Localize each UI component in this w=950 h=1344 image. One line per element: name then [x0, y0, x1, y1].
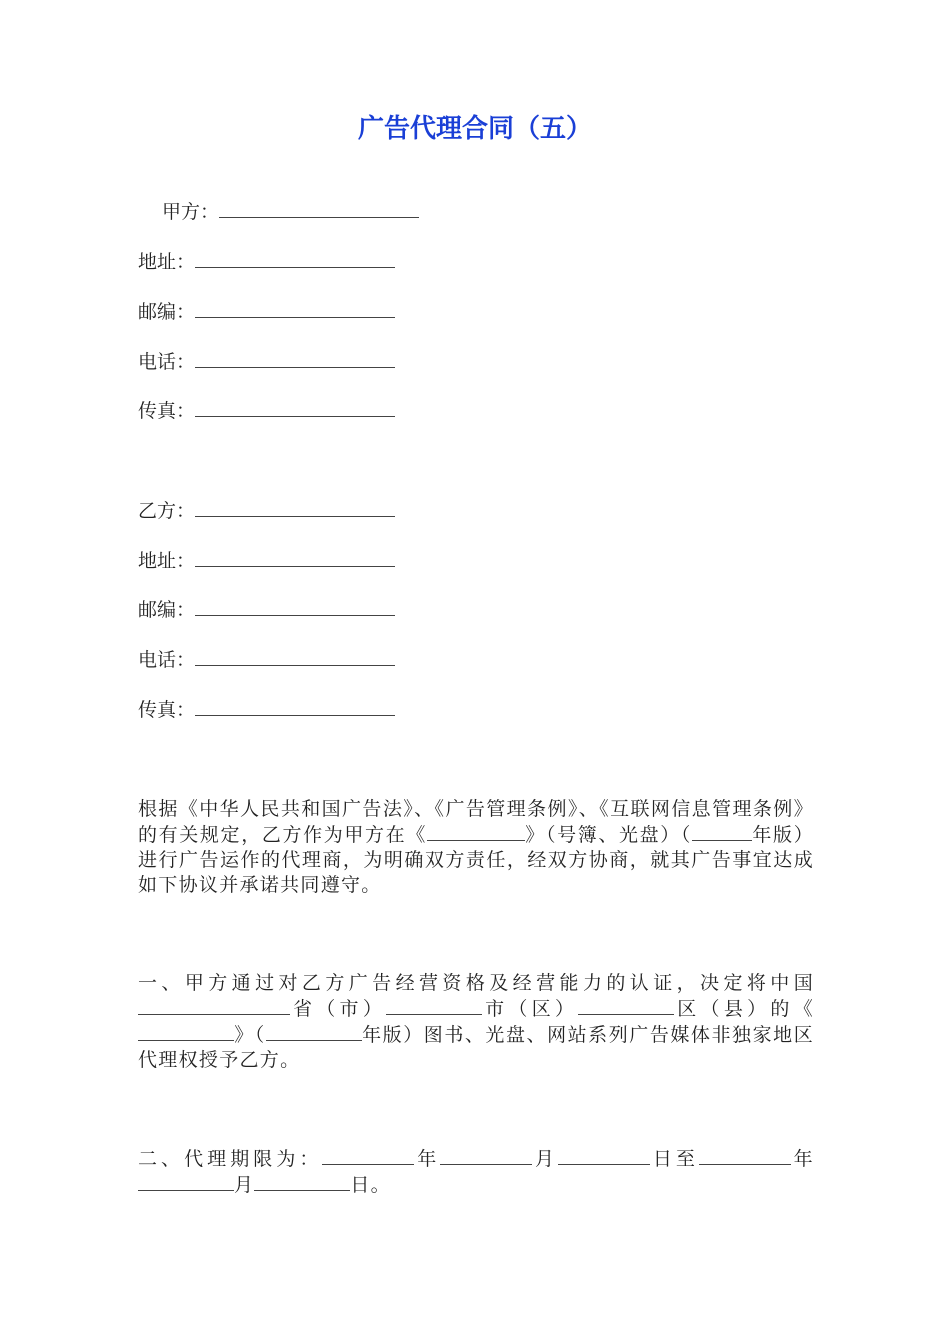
party-b-postcode-label: 邮编：	[138, 599, 196, 621]
clause-2-end-year-blank[interactable]	[699, 1146, 791, 1165]
intro-book-blank[interactable]	[427, 822, 525, 841]
party-b-fax-blank[interactable]	[195, 697, 395, 716]
party-a-address-label: 地址：	[138, 251, 196, 273]
party-a-address-blank[interactable]	[195, 249, 395, 268]
party-b-address-label: 地址：	[138, 550, 196, 572]
clause-2-text-5: 年	[790, 1148, 814, 1170]
document-title: 广告代理合同（五）	[357, 114, 592, 144]
party-b-phone-label: 电话：	[138, 649, 196, 671]
clause-1-text-4: 区（县）的《	[674, 998, 814, 1020]
clause-1-text-3: 市（区）	[482, 998, 579, 1020]
clause-2-text-4: 日至	[650, 1148, 699, 1170]
clause-1-text-5: 》（	[234, 1024, 266, 1046]
clause-2-text-1: 二、代理期限为：	[138, 1148, 323, 1170]
intro-text-2: 》（号簿、光盘）（	[524, 824, 693, 846]
party-b-address-blank[interactable]	[195, 548, 395, 567]
party-b-postcode-blank[interactable]	[195, 597, 395, 616]
party-b-name-field	[138, 498, 395, 524]
clause-1-city-blank[interactable]	[386, 996, 482, 1015]
party-b-phone-blank[interactable]	[195, 647, 395, 666]
clause-1-book-blank[interactable]	[138, 1022, 234, 1041]
party-b-postcode-field	[138, 597, 395, 623]
intro-paragraph	[138, 797, 814, 898]
party-a-postcode-label: 邮编：	[138, 301, 196, 323]
clause-2-end-day-blank[interactable]	[254, 1172, 350, 1191]
clause-2-end-month-blank[interactable]	[138, 1172, 234, 1191]
party-a-address-field	[138, 249, 395, 275]
party-a-name-label: 甲方：	[162, 201, 220, 223]
clause-2-start-year-blank[interactable]	[322, 1146, 414, 1165]
party-b-phone-field	[138, 647, 395, 673]
clause-2-start-day-blank[interactable]	[558, 1146, 650, 1165]
clause-1-text-6: 年版）图书、光盘、网站系列广告媒体非独家地区代理权授予乙方。	[138, 1024, 814, 1071]
clause-2-paragraph	[138, 1146, 814, 1198]
party-a-phone-blank[interactable]	[195, 349, 395, 368]
party-a-name-blank[interactable]	[219, 199, 419, 218]
clause-2-text-7: 日。	[350, 1174, 391, 1196]
party-b-name-blank[interactable]	[195, 498, 395, 517]
clause-1-text-2: 省（市）	[290, 998, 387, 1020]
party-b-name-label: 乙方：	[138, 500, 196, 522]
intro-text-3: 年版）进行广告运作的代理商，为明确双方责任，经双方协商，就其广告事宜达成如下协议并承诺共同遵守。	[138, 824, 814, 896]
clause-1-paragraph	[138, 971, 814, 1073]
intro-year-blank[interactable]	[692, 822, 752, 841]
party-a-fax-blank[interactable]	[195, 398, 395, 417]
clause-2-text-6: 月	[234, 1174, 255, 1196]
clause-1-year-blank[interactable]	[266, 1022, 362, 1041]
party-a-fax-label: 传真：	[138, 400, 196, 422]
intro-text-1: 根据《中华人民共和国广告法》、《广告管理条例》、《互联网信息管理条例》的有关规定，乙方作为甲方在《	[138, 798, 814, 846]
party-a-phone-field	[138, 349, 395, 375]
party-a-fax-field	[138, 398, 395, 424]
clause-1-text-1: 一、甲方通过对乙方广告经营资格及经营能力的认证，决定将中国	[138, 972, 814, 994]
party-b-fax-label: 传真：	[138, 699, 196, 721]
party-a-postcode-field	[138, 299, 395, 325]
clause-1-district-blank[interactable]	[578, 996, 674, 1015]
clause-2-text-2: 年	[414, 1148, 441, 1170]
party-b-fax-field	[138, 697, 395, 723]
party-a-phone-label: 电话：	[138, 351, 196, 373]
clause-2-start-month-blank[interactable]	[440, 1146, 532, 1165]
party-a-name-field	[162, 199, 419, 225]
clause-2-text-3: 月	[532, 1148, 559, 1170]
party-a-postcode-blank[interactable]	[195, 299, 395, 318]
clause-1-province-blank[interactable]	[138, 996, 290, 1015]
party-b-address-field	[138, 548, 395, 574]
